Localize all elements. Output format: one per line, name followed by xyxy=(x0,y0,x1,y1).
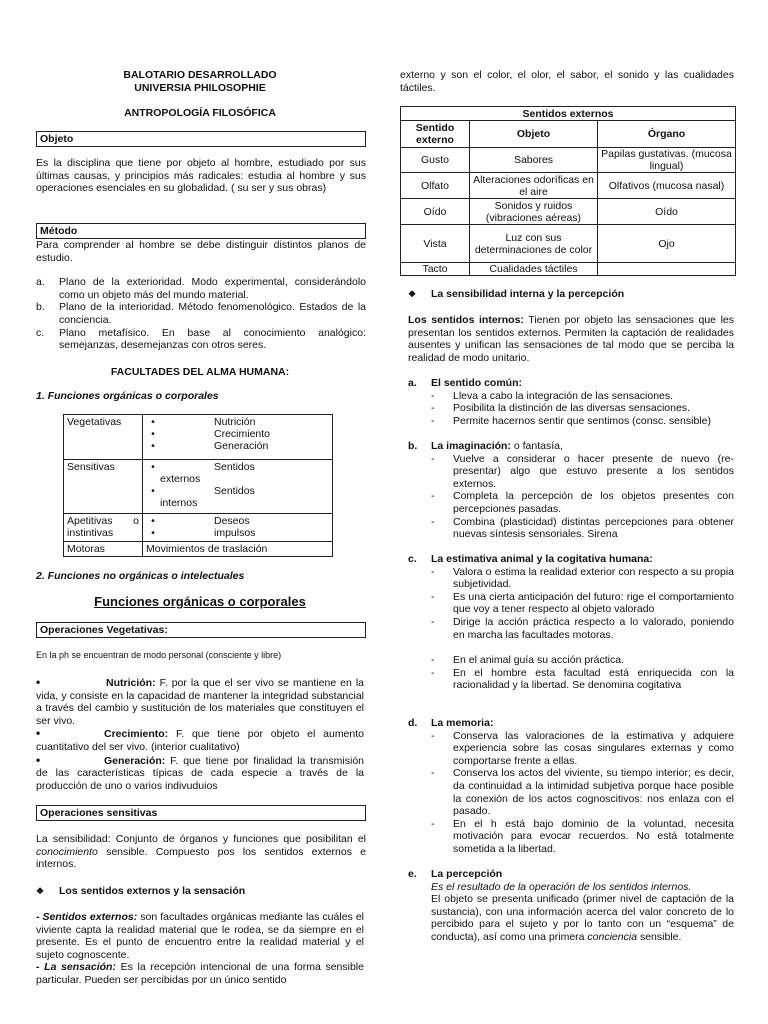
bullet-icon: • xyxy=(36,675,41,689)
bullet-icon: • xyxy=(36,752,41,767)
list-item: - Lleva a cabo la integración de las sensaciones. xyxy=(431,389,674,402)
objeto-heading: Objeto xyxy=(36,131,366,147)
list-item: - Vuelve a considerar o hacer presente de nuevo (re-presentar) algo que estuvo presente a los sentidos externos. xyxy=(431,452,734,490)
op-sens-heading: Operaciones sensitivas xyxy=(36,805,366,821)
table-row: Vegetativas • Nutrición • Crecimiento • Generación xyxy=(64,415,333,460)
op-veg-heading: Operaciones Vegetativas: xyxy=(36,622,366,638)
facultades-title: FACULTADES DEL ALMA HUMANA: xyxy=(110,366,290,378)
diamond-bullet-icon: ❖ xyxy=(36,886,45,896)
table-row: Motoras Movimientos de traslación xyxy=(64,542,333,557)
list-item: - Conserva los actos del viviente, su tiempo interior; es decir, da continuidad a la intimidad subjetiva porque hace posible la conexión de los actos cognoscitivos: nos enlaza con el pasado. xyxy=(431,767,734,818)
table-row: Sensitivas • Sentidos externos • Sentidos internos xyxy=(64,460,333,514)
list-item: - Es una cierta anticipación del futuro: rige el comportamiento que voy a tener respecto al objeto valorado xyxy=(431,590,734,616)
list-item: a. Plano de la exterioridad. Modo experimental, considerándolo como un objeto más del mundo material. xyxy=(36,276,366,301)
list-item: • Generación: F. que tiene por finalidad la transmisión de las características típicas de cada especie a través de la producción de uno o varios indivuduios xyxy=(36,752,364,792)
table-row: Vista Luz con sus determinaciones de color Ojo xyxy=(401,225,736,263)
section-imaginacion: b. La imaginación: o fantasía, - Vuelve a considerar o hacer presente de nuevo (re-presentar) algo que estuvo presente a los sentidos externos. - Completa la percepción de los objetos presentes con percepciones pasadas. - Combina (plasticidad) distintas percepciones para obtener nuevas síntesis sensoriales. Sirena xyxy=(408,440,734,541)
facultades-table xyxy=(63,414,333,557)
table-row: Apetitivas o instintivas • Deseos • impulsos xyxy=(64,514,333,542)
list-item: • Nutrición xyxy=(146,416,329,428)
metodo-heading: Método xyxy=(36,223,366,239)
list-item: • Crecimiento xyxy=(146,428,329,440)
bullet-icon: • xyxy=(151,440,155,452)
sentidos-internos-def: Los sentidos internos: Tienen por objeto las sensaciones que les presentan los sentidos externos. Permiten la captación de realidades ausentes y unifican las sensaciones de tal modo que se perciba la realidad de modo unitario. xyxy=(408,314,735,364)
bullet-icon: • xyxy=(151,416,155,428)
list-item: c. Plano metafísico. En base al conocimiento analógico: semejanzas, desemejanzas con otros seres. xyxy=(36,326,366,352)
op-sens-text: La sensibilidad: Conjunto de órganos y funciones que posibilitan el conocimiento sensible. Compuesto pos los sentidos externos e internos. xyxy=(36,833,366,871)
bullet-icon: • xyxy=(151,428,155,440)
list-item: - Posibilita la distinción de las diversas sensaciones. xyxy=(431,402,690,415)
table-row: Sentido externo Objeto Órgano xyxy=(401,121,736,148)
section-sentido-comun: a. El sentido común: - Lleva a cabo la integración de las sensaciones. - Posibilita la distinción de las diversas sensaciones. - Permite hacernos sentir que sentimos (consc. sensible) xyxy=(408,377,734,427)
op-veg-list xyxy=(36,676,364,792)
list-item: - Permite hacernos sentir que sentimos (consc. sensible) xyxy=(431,414,711,427)
table-row: Olfato Alteraciones odoríficas en el aire Olfativos (mucosa nasal) xyxy=(401,173,736,199)
diamond-bullet-icon: ❖ xyxy=(408,289,417,299)
bullet-icon: • xyxy=(36,726,41,741)
objeto-text: Es la disciplina que tiene por objeto al hombre, estudiado por sus últimas causas, y principios más radicales: estudia al hombre y sus operaciones esenciales en su globalidad. ( su ser y sus obras) xyxy=(36,157,366,195)
list-item: - En el h está bajo dominio de la voluntad, necesita motivación para evocar recuerdos. No está totalmente sometida a la libertad. xyxy=(431,817,734,855)
list-item: • Sentidos xyxy=(146,485,329,497)
no-organicas-subtitle: 2. Funciones no orgánicas o intelectuales xyxy=(36,570,245,582)
list-item: - En el hombre esta facultad está enriquecida con la racionalidad y la libertad. Se denomina cogitativa xyxy=(431,666,734,692)
list-item: - Combina (plasticidad) distintas percepciones para obtener nuevas síntesis sensoriales. Sirena xyxy=(431,515,734,541)
sentidos-ext-heading: ❖ Los sentidos externos y la sensación xyxy=(36,885,246,897)
metodo-list xyxy=(36,276,366,352)
list-item: - Dirige la acción práctica respecto a lo valorado, poniendo en marcha las facultades motoras. xyxy=(431,615,734,641)
section-percepcion: e. La percepción Es el resultado de la operación de los sentidos internos. El objeto se presenta unificado (primer nivel de captación de la sustancia), con una información acerca del valor concreto de lo percibido para el sujeto y por lo tanto con un “esquema” de conducta), así como una primera conciencia sensible. xyxy=(408,868,734,943)
sensibilidad-interna-heading: ❖ La sensibilidad interna y la percepción xyxy=(408,288,625,300)
list-item: • Crecimiento: F. que tiene por objeto el aumento cuantitativo del ser vivo. (interior cualitativo) xyxy=(36,726,364,753)
list-item: • Sentidos xyxy=(146,461,329,473)
subject-title: ANTROPOLOGÍA FILOSÓFICA xyxy=(124,107,276,119)
list-item: - Valora o estima la realidad exterior con respecto a su propia subjetividad. xyxy=(431,565,734,591)
list-item: - Conserva las valoraciones de la estimativa y adquiere experiencia sobre las cosas singulares externas y como comportarse frente a ellas. xyxy=(431,729,734,767)
list-item: • Generación xyxy=(146,440,329,452)
header-subtitle: UNIVERSIA PHILOSOPHIE xyxy=(134,81,266,94)
section-estimativa: c. La estimativa animal y la cogitativa humana: - Valora o estima la realidad exterior con respecto a su propia subjetividad. - Es una cierta anticipación del futuro: rige el comportamiento que voy a tener respecto al objeto valorado - Dirige la acción práctica respecto a lo valorado, poniendo en marcha las facultades motoras. - En el animal guía su acción práctica. - En el hombre esta facultad está enriquecida con la racionalidad y la libertad. Se denomina cogitativa xyxy=(408,553,734,692)
table-row: Gusto Sabores Papilas gustativas. (mucosa lingual) xyxy=(401,148,736,173)
organicas-subtitle: 1. Funciones orgánicas o corporales xyxy=(36,390,219,402)
list-item: • Deseos xyxy=(146,515,329,527)
list-item: - Completa la percepción de los objetos presentes con percepciones pasadas. xyxy=(431,490,734,515)
metodo-intro: Para comprender al hombre se debe distinguir distintos planos de estudio. xyxy=(36,239,366,264)
table-row: Sentidos externos xyxy=(401,107,736,121)
op-veg-note: En la ph se encuentran de modo personal (consciente y libre) xyxy=(36,650,282,660)
header-title: BALOTARIO DESARROLLADO xyxy=(123,69,277,81)
sentidos-externos-table xyxy=(400,106,736,276)
section-memoria: d. La memoria: - Conserva las valoraciones de la estimativa y adquiere experiencia sobre las cosas singulares externas y como comportarse frente a ellas. - Conserva los actos del viviente, su tiempo interior; es decir, da continuidad a la intimidad subjetiva porque hace posible la conexión de los actos cognoscitivos: nos enlaza con el pasado. - En el h está bajo dominio de la voluntad, necesita motivación para evocar recuerdos. No está totalmente sometida a la libertad. xyxy=(408,717,734,855)
funciones-title: Funciones orgánicas o corporales xyxy=(94,594,306,609)
table-row: Tacto Cualidades táctiles xyxy=(401,263,736,276)
bullet-icon: • xyxy=(151,485,155,497)
sentidos-externos-def: - Sentidos externos: son facultades orgánicas mediante las cuáles el viviente capta la realidad material que le rodea, se da siempre en el presente. Es el punto de encuentro entre la realidad material y el sujeto cognoscente. xyxy=(36,911,364,961)
continuation-text: externo y son el color, el olor, el sabor, el sonido y las cualidades táctiles. xyxy=(400,69,734,94)
sensacion-def: - La sensación: Es la recepción intencional de una forma sensible particular. Pueden ser percibidas por un único sentido xyxy=(36,961,364,986)
bullet-icon: • xyxy=(151,515,155,527)
table-row: Oído Sonidos y ruidos (vibraciones aéreas) Oído xyxy=(401,199,736,225)
list-item: • Nutrición: F. por la que el ser vivo se mantiene en la vida, y consiste en la capacidad de mantener la integridad substancial a través del cambio y sustitución de los materiales que constituyen el ser vivo. xyxy=(36,675,364,727)
bullet-icon: • xyxy=(151,527,155,539)
list-item: b. Plano de la interioridad. Método fenomenológico. Estados de la conciencia. xyxy=(36,301,366,326)
list-item: • impulsos xyxy=(146,527,329,539)
list-item: - En el animal guía su acción práctica. xyxy=(431,654,625,667)
bullet-icon: • xyxy=(151,461,155,473)
